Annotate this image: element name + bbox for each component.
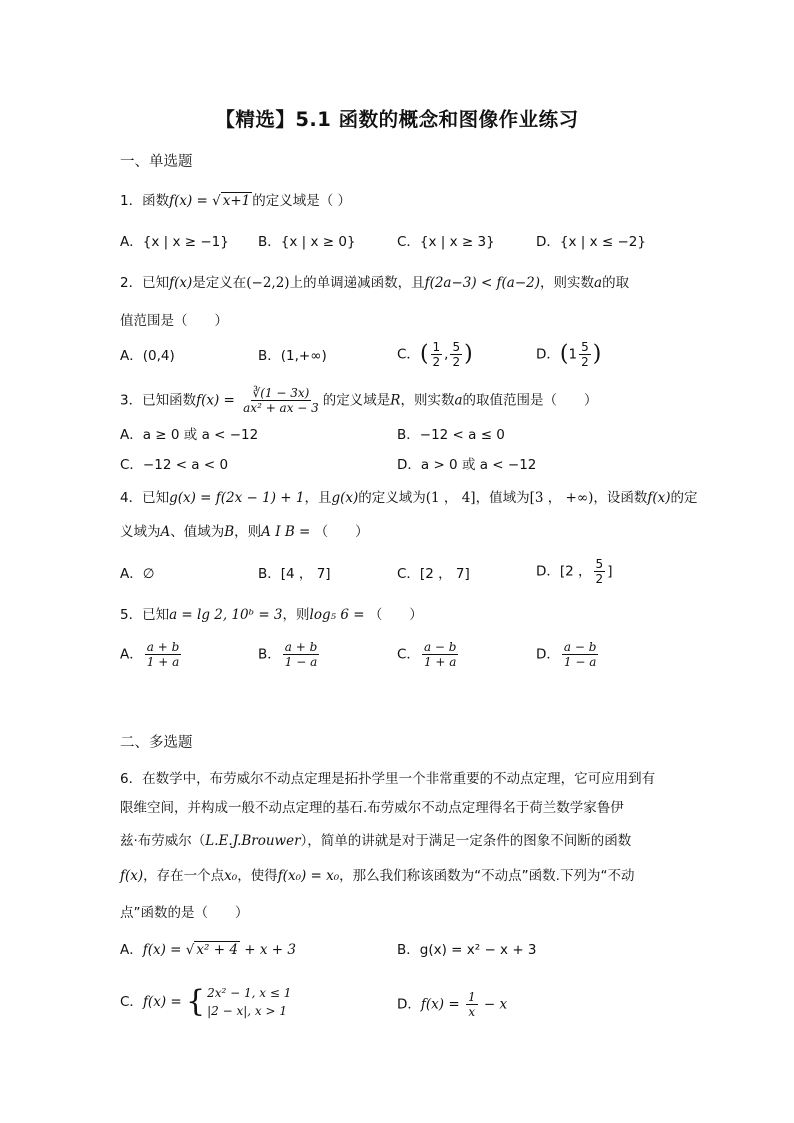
question-4-line-2: 义域为A、值域为B，则A I B = （ ） <box>120 524 369 540</box>
question-6-line-4: f(x)，存在一个点x₀，使得f(x₀) = x₀，那么我们称该函数为“不动点”函数.下列为“不动 <box>120 868 635 884</box>
question-6-line-1: 6．在数学中，布劳威尔不动点定理是拓扑学里一个非常重要的不动点定理，它可应用到有 <box>120 771 656 787</box>
q3-option-d: D．a > 0 或 a < −12 <box>397 457 537 473</box>
q6-option-c: C．f(x) = { 2x² − 1, x ≤ 1 |2 − x|, x > 1 <box>120 984 292 1019</box>
question-3: 3．已知函数f(x) = $\frac{∛(1 - 3x)}{\text{ax² + ax − 3}}$ 的定义域是R，则实数a的取值范围是（ ） <box>120 386 598 415</box>
q4-option-a: A．∅ <box>120 566 155 582</box>
q5-option-c: C． $\frac{a - b}{1 + a}$ <box>397 640 457 669</box>
q1-option-c: C．{x | x ≥ 3} <box>397 234 495 250</box>
q1-option-a: A．{x | x ≥ −1} <box>120 234 229 250</box>
q3-option-c: C．−12 < a < 0 <box>120 457 229 473</box>
question-6-line-5: 点”函数的是（ ） <box>120 905 249 921</box>
q5-option-d: D． $\frac{a - b}{1 - a}$ <box>536 640 597 669</box>
q4-option-d: D．[2 ， $\frac{5}{2}$ ] <box>536 557 613 586</box>
q4-option-c: C．[2 ， 7] <box>397 566 470 582</box>
q6-option-b: B．g(x) = x² − x + 3 <box>397 942 537 958</box>
q3-option-a: A．a ≥ 0 或 a < −12 <box>120 427 259 443</box>
q1-option-b: B．{x | x ≥ 0} <box>258 234 356 250</box>
q3-option-b: B．−12 < a ≤ 0 <box>397 427 505 443</box>
question-5: 5．已知a = lg 2, 10ᵇ = 3，则log₅ 6 = （ ） <box>120 607 423 623</box>
q2-option-b: B．(1,+∞) <box>258 348 327 364</box>
q4-option-b: B．[4 ， 7] <box>258 566 331 582</box>
question-6-line-3: 兹·布劳威尔（L.E.J.Brouwer），简单的讲就是对于满足一定条件的图象不间断的函数 <box>120 833 632 849</box>
q2-option-d: D．(1 $\frac{5}{2}$ ) <box>536 340 602 369</box>
q6-option-a: A．f(x) = √ x² + 4 + x + 3 <box>120 942 296 958</box>
q6-option-d: D．f(x) = $\frac{1}{x}$ − x <box>397 990 508 1019</box>
question-4-line-1: 4．已知g(x) = f(2x − 1) + 1，且g(x)的定义域为(1 ， 4]，值域为[3 ， +∞)，设函数f(x)的定 <box>120 490 698 506</box>
q1-option-d: D．{x | x ≤ −2} <box>536 234 646 250</box>
question-1: 1．函数f(x) = √ x+1 的定义域是（ ） <box>120 193 352 209</box>
q2-option-c: C．( $\frac{1}{2}$ , $\frac{5}{2}$ ) <box>397 340 473 369</box>
section-heading-single-choice: 一、单选题 <box>120 154 193 170</box>
q2-option-a: A．(0,4) <box>120 348 175 364</box>
question-6-line-2: 限维空间，并构成一般不动点定理的基石.布劳威尔不动点定理得名于荷兰数学家鲁伊 <box>120 800 624 816</box>
page-title: 【精选】5.1 函数的概念和图像作业练习 <box>215 108 579 131</box>
question-2-line-2: 值范围是（ ） <box>120 313 228 329</box>
question-2-line-1: 2．已知f(x)是定义在(−2,2)上的单调递减函数，且f(2a−3) < f(a−2)，则实数a的取 <box>120 275 630 291</box>
section-heading-multiple-choice: 二、多选题 <box>120 735 193 751</box>
q5-option-a: A． $\frac{a + b}{1 + a}$ <box>120 640 180 669</box>
q5-option-b: B． $\frac{a + b}{1 - a}$ <box>258 640 318 669</box>
